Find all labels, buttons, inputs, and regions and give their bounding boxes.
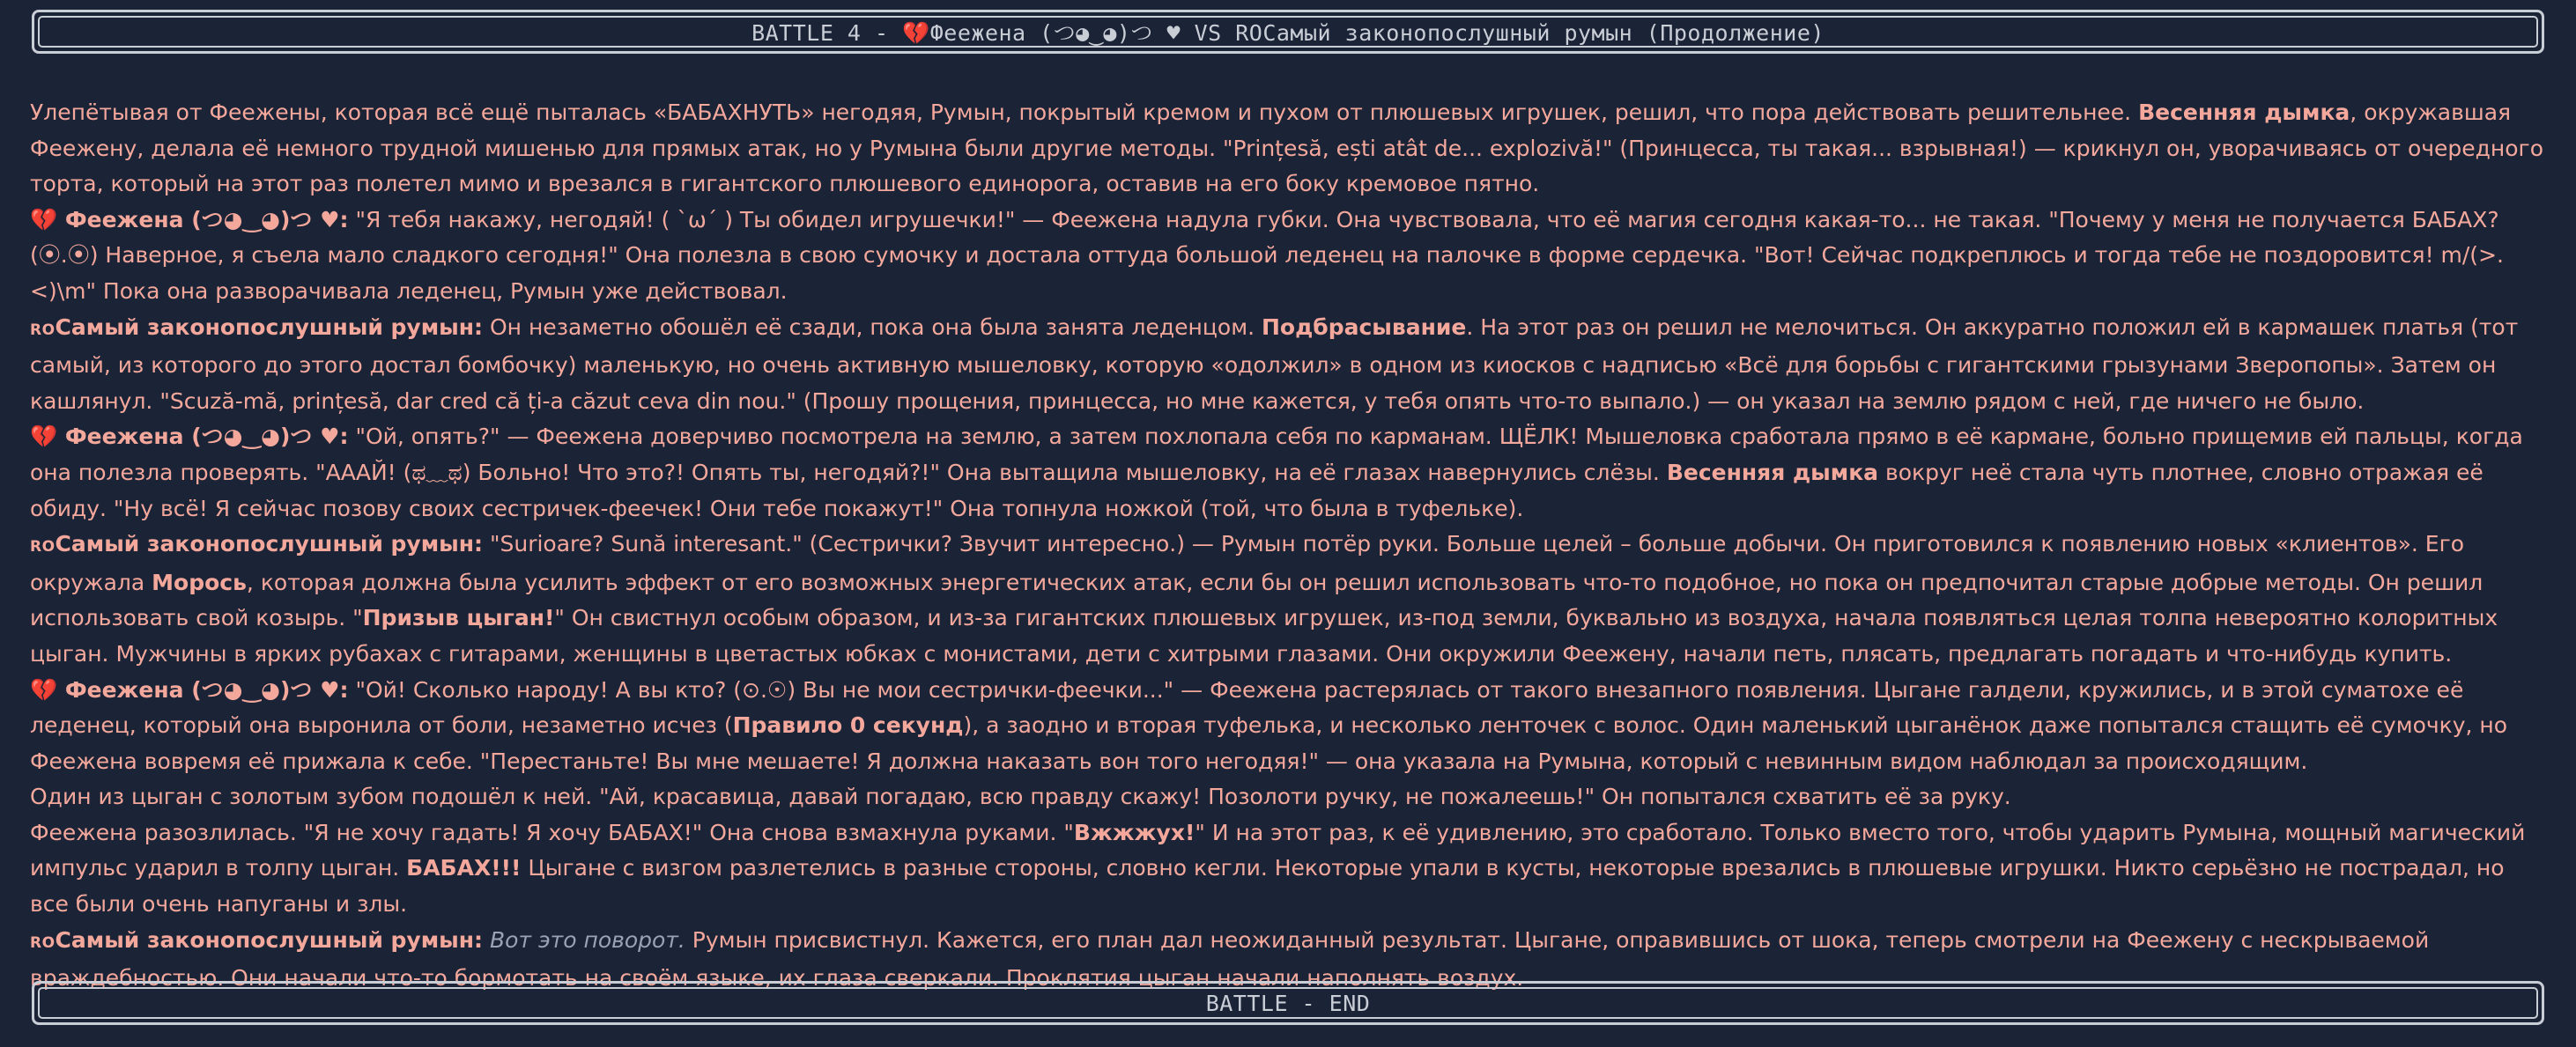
story-paragraph-7: Один из цыган с золотым зубом подошёл к ней. "Ай, красавица, давай погадаю, всю правду скажу! Позолоти ручку, не пожалеешь!" Он попытался схватить её за руку. [30,784,2011,810]
battle-footer-title: BATTLE - END [1205,990,1371,1016]
story-paragraph-6: 💔 Феежена (つ◕‿◕)つ ♥: "Ой! Сколько народу! А вы кто? (⊙.☉) Вы не мои сестрички-феечки..." — Феежена растерялась от такого внезапного появления. Цыгане галдели, кружились, и в этой суматохе её леденец, который она выронила от боли, незаметно исчез (Правило 0 секунд), а заодно и вторая туфелька, и несколько ленточек с волос. Один маленький цыганёнок даже попытался стащить её сумочку, но Феежена вовремя её прижала к себе. "Перестаньте! Вы мне мешаете! Я должна наказать вон того негодяя!" — она указала на Румына, который с невинным видом наблюдал за происходящим. [30,676,2508,774]
speaker-feezhena: 💔 Феежена (つ◕‿◕)つ ♥: [30,206,349,232]
speaker-feezhena: 💔 Феежена (つ◕‿◕)つ ♥: [30,424,349,450]
inner-thought: Вот это поворот. [490,926,685,953]
story-paragraph-8: Феежена разозлилась. "Я не хочу гадать! Я хочу БАБАХ!" Она снова взмахнула руками. "Вжжжух!" И на этот раз, к её удивлению, это сработало. Только вместо того, чтобы ударить Румына, мощный магический импульс ударил в толпу цыган. БАБАХ!!! Цыгане с визгом разлетелись в разные стороны, словно кегли. Некоторые упали в кусты, некоторые врезались в плюшевые игрушки. Никто серьёзно не пострадал, но все были очень напуганы и злы. [30,819,2526,918]
battle-header-banner [32,10,2544,54]
romania-flag-icon: RO [30,321,56,339]
speaker-romanian: Самый законопослушный румын: [55,531,484,557]
battle-header-title: BATTLE 4 - 💔Феежена (つ◕‿◕)つ ♥ VS ROСамый законопослушный румын (Продолжение) [751,20,1825,46]
skill-spring-haze: Весенняя дымка [2138,100,2350,125]
romania-flag-icon: RO [30,933,56,952]
skill-whoosh: Вжжжух! [1073,819,1195,845]
speaker-romanian: Самый законопослушный румын: [55,926,484,953]
skill-drizzle: Морось [152,569,247,595]
story-paragraph-5: ROСамый законопослушный румын: "Surioare? Sună interesant." (Сестрички? Звучит интересно.) — Румын потёр руки. Больше целей – больше добычи. Он приготовился к появлению новых «клиентов». Его окружала Морось, которая должна была усилить эффект от его возможных энергетических атак, если бы он решил использовать что-то подобное, но пока он предпочитал старые добрые методы. Он решил использовать свой козырь. "Призыв цыган!" Он свистнул особым образом, и из-за гигантских плюшевых игрушек, из-под земли, буквально из воздуха, начала появляться целая толпа невероятно колоритных цыган. Мужчины в ярких рубахах с гитарами, женщины в цветастых юбках с монистами, дети с хитрыми глазами. Они окружили Феежену, начали петь, плясать, предлагать погадать и что-нибудь купить. [30,531,2498,667]
story-paragraph-4: 💔 Феежена (つ◕‿◕)つ ♥: "Ой, опять?" — Феежена доверчиво посмотрела на землю, а затем похлопала себя по карманам. ЩЁЛК! Мышеловка сработала прямо в её кармане, больно прищемив ей пальцы, когда она полезла проверять. "АААЙ! (ಥ﹏ಥ) Больно! Что это?! Опять ты, негодяй?!" Она вытащила мышеловку, на её глазах навернулись слёзы. Весенняя дымка вокруг неё стала чуть плотнее, словно отражая её обиду. "Ну всё! Я сейчас позову своих сестричек-феечек! Они тебе покажут!" Она топнула ножкой (той, что была в туфельке). [30,424,2523,521]
romania-flag-icon: RO [30,538,56,557]
battle-footer-banner [32,981,2544,1025]
speaker-feezhena: 💔 Феежена (つ◕‿◕)つ ♥: [30,676,349,703]
story-paragraph-3: ROСамый законопослушный румын: Он незаметно обошёл её сзади, пока она была занята леденцом. Подбрасывание. На этот раз он решил не мелочиться. Он аккуратно положил ей в кармашек платья (тот самый, из которого до этого достал бомбочку) маленькую, но очень активную мышеловку, которую «одолжил» в одном из киосков с надписью «Всё для борьбы с гигантскими грызунами Зверопопы». Затем он кашлянул. "Scuză-mă, prințesă, dar cred că ți-a căzut ceva din nou." (Прошу прощения, принцесса, но мне кажется, у тебя опять что-то выпало.) — он указал на землю рядом с ней, где ничего не было. [30,313,2519,414]
story-paragraph-1: Улепётывая от Феежены, которая всё ещё пыталась «БАБАХНУТЬ» негодяя, Румын, покрытый кремом и пухом от плюшевых игрушек, решил, что пора действовать решительнее. Весенняя дымка, окружавшая Феежену, делала её немного трудной мишенью для прямых атак, но у Румына были другие методы. "Prințesă, ești atât de... explozivă!" (Принцесса, ты такая... взрывная!) — крикнул он, уворачиваясь от очередного торта, который на этот раз полетел мимо и врезался в гигантского плюшевого единорога, оставив на его боку кремовое пятно. [30,100,2543,197]
story-paragraph-2: 💔 Феежена (つ◕‿◕)つ ♥: "Я тебя накажу, негодяй! ( `ω´ ) Ты обидел игрушечки!" — Феежена надула губки. Она чувствовала, что её магия сегодня какая-то... не такая. "Почему у меня не получается БАБАХ? (⦿.⦿) Наверное, я съела мало сладкого сегодня!" Она полезла в свою сумочку и достала оттуда большой леденец на палочке в форме сердечка. "Вот! Сейчас подкреплюсь и тогда тебе не поздоровится! m/(>.<)\m" Пока она разворачивала леденец, Румын уже действовал. [30,206,2504,304]
skill-summon-gypsies: Призыв цыган! [362,605,555,631]
skill-boom: БАБАХ!!! [406,855,522,881]
story-paragraph-9: ROСамый законопослушный румын: Вот это поворот. Румын присвистнул. Кажется, его план дал неожиданный результат. Цыгане, оправившись от шока, теперь смотрели на Феежену с нескрываемой враждебностью. Они начали что-то бормотать на своём языке, их глаза сверкали. Проклятия цыган начали наполнять воздух. [30,926,2430,992]
skill-toss: Подбрасывание [1261,313,1467,340]
battle-log [30,95,2550,997]
skill-zero-second-rule: Правило 0 секунд [732,712,964,739]
skill-spring-haze: Весенняя дымка [1666,459,1879,485]
speaker-romanian: Самый законопослушный румын: [55,313,484,340]
